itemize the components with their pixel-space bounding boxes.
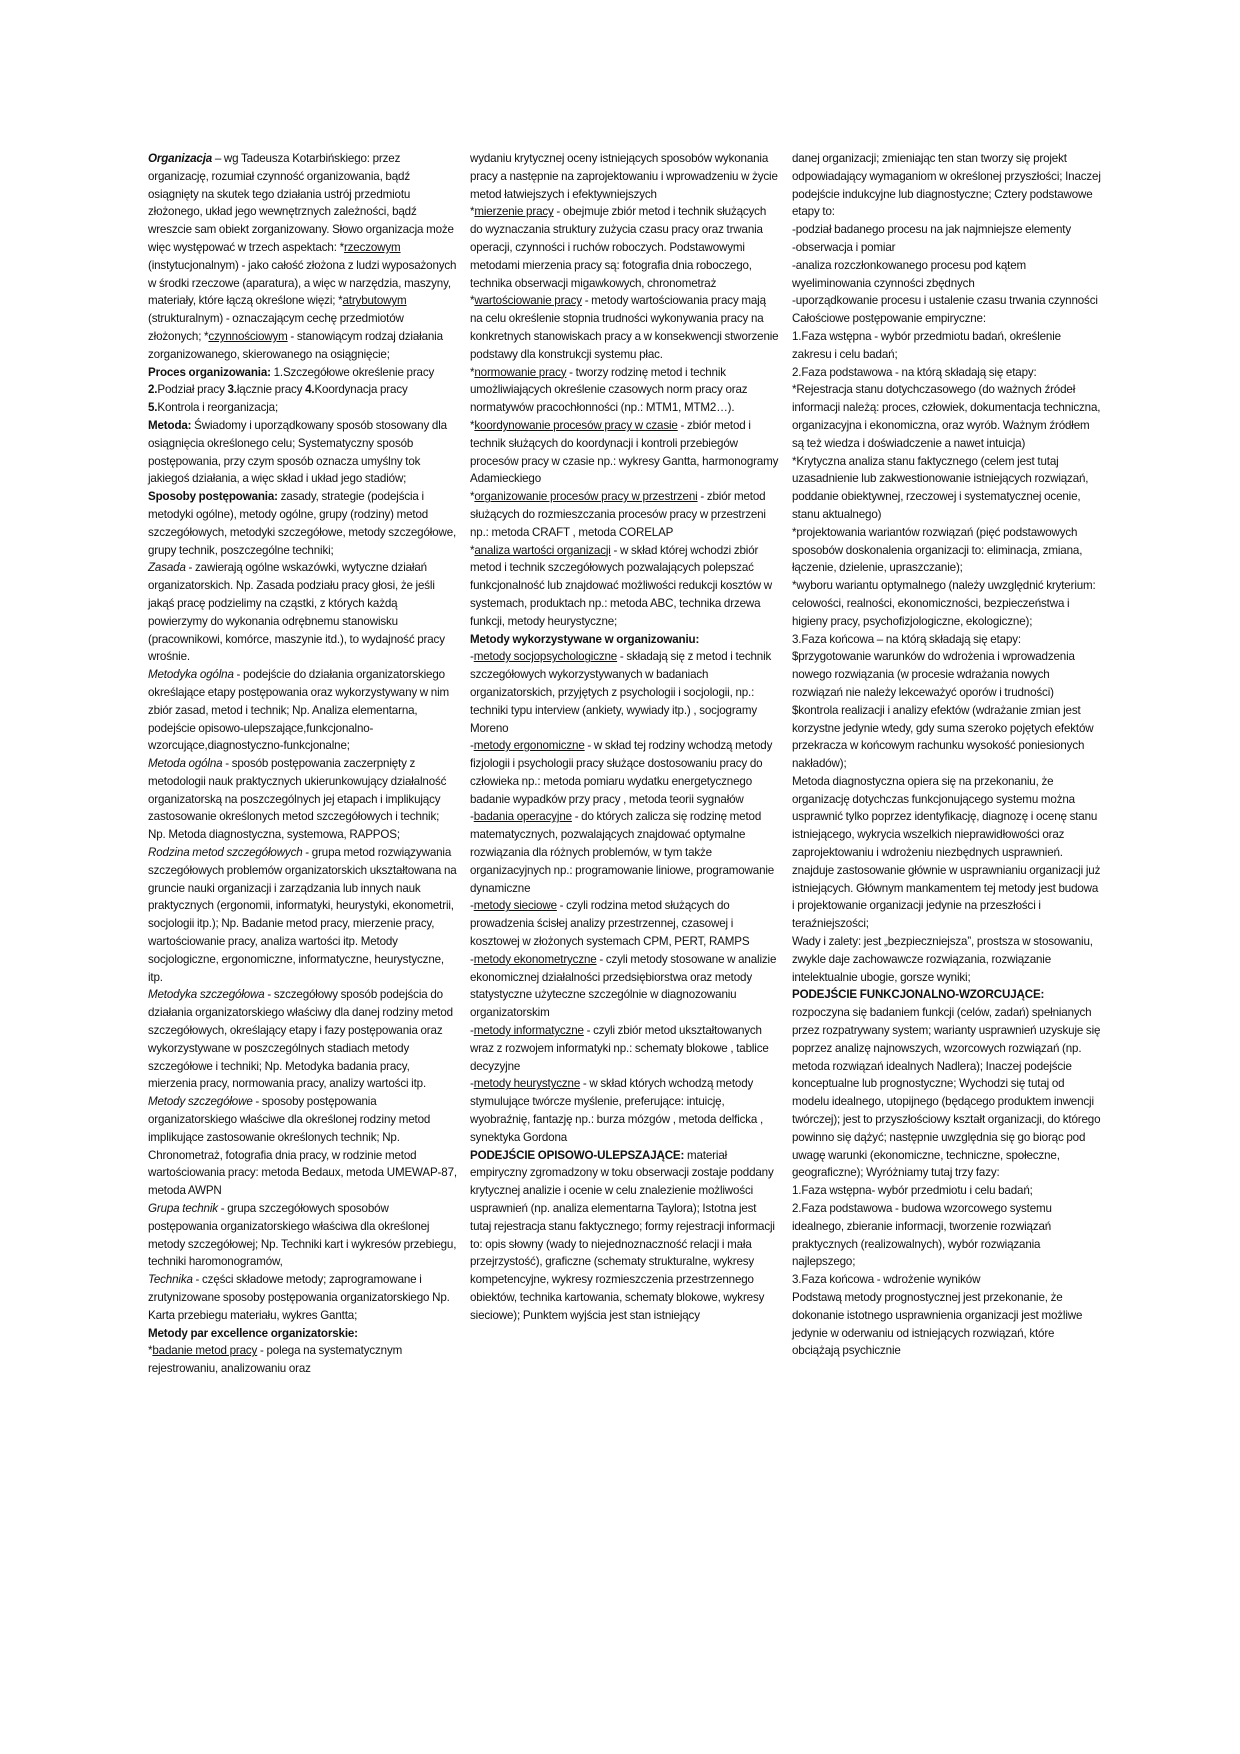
- text-run: analiza wartości organizacji: [474, 543, 611, 557]
- paragraph: [792, 524, 1102, 577]
- paragraph: [148, 755, 458, 844]
- paragraph: [792, 1182, 1102, 1200]
- text-run: metody informatyczne: [473, 1024, 584, 1038]
- paragraph: [792, 1200, 1102, 1271]
- text-run: *wyboru wariantu optymalnego (należy uwzględnić kryterium: celowości, realności, ekonomiczności, bezpieczeństwa i higieny pracy, psychofizjologiczne, ekologiczne);: [792, 579, 1096, 628]
- text-run: Metoda ogólna: [148, 757, 223, 771]
- text-run: - części składowe metody; zaprogramowane i zrutynizowane sposoby postępowania organizatorskiego Np. Karta przebiegu materiału, wykres Gantta;: [148, 1273, 450, 1322]
- text-run: - tworzy rodzinę metod i technik umożliwiających określenie czasowych norm pracy oraz normatywów pracochłonności (np.: MTM1, MTM2…).: [470, 365, 748, 415]
- paragraph: [470, 737, 780, 808]
- text-run: danej organizacji; zmieniając ten stan tworzy się projekt odpowiadający wymaganiom w określonej przyszłości; Inaczej podejście indukcyjne lub diagnostyczne; Cztery podstawowe etapy to:: [792, 152, 1101, 219]
- text-run: 3.Faza końcowa – na którą składają się etapy:: [792, 632, 1021, 646]
- text-run: -analiza rozczłonkowanego procesu pod kątem wyeliminowania czynności zbędnych: [792, 258, 1027, 290]
- text-run: PODEJŚCIE OPISOWO-ULEPSZAJĄCE:: [470, 1148, 685, 1162]
- text-run: Metoda:: [148, 418, 192, 432]
- text-run: 2.Faza podstawowa - na którą składają się etapy:: [792, 365, 1037, 379]
- text-run: - w skład której wchodzi zbiór metod i technik szczegółowych pozwalających polepszać funkcjonalność lub znajdować możliwości redukcji kosztów w systemach, produktach np.: metoda ABC, technika drzewa funkcji, metody heurystyczne;: [470, 543, 773, 628]
- text-run: Całościowe postępowanie empiryczne:: [792, 312, 986, 326]
- text-run: 2.Faza podstawowa - budowa wzorcowego systemu idealnego, zbieranie informacji, tworzenie rozwiązań praktycznych (realizowalnych), wybór rozwiązania najlepszego;: [792, 1202, 1052, 1269]
- text-run: normowanie pracy: [474, 365, 567, 379]
- text-run: mierzenie pracy: [474, 205, 554, 219]
- text-run: Rodzina metod szczegółowych: [148, 846, 303, 860]
- paragraph: [792, 328, 1102, 364]
- text-run: -: [470, 650, 474, 664]
- paragraph: [792, 381, 1102, 452]
- text-run: -: [470, 810, 474, 824]
- text-run: -: [470, 1024, 474, 1038]
- paragraph: [470, 1147, 780, 1325]
- text-run: - sposoby postępowania organizatorskiego właściwe dla określonej rodziny metod implikujące zastosowanie określonych technik; Np. Chronometraż, fotografia dnia pracy, w rodzinie metod wartościowania pracy: metoda Bedaux, metoda UMEWAP-87, metoda AWPN: [148, 1095, 457, 1198]
- paragraph: [470, 203, 780, 292]
- text-run: metody sieciowe: [473, 899, 557, 913]
- text-run: (instytucjonalnym) - jako całość złożona z ludzi wyposażonych w środki rzeczowe (aparatura), a więc w narzędzia, maszyny, materiały, które łączą określone więzi; *: [148, 258, 457, 308]
- text-run: wartościowanie pracy: [474, 294, 582, 308]
- text-run: 1.Szczegółowe określenie pracy: [270, 365, 435, 379]
- paragraph: [470, 951, 780, 1022]
- text-run: - w skład tej rodziny wchodzą metody fizjologii i psychologii pracy służące dostosowaniu pracy do człowieka np.: metoda pomiaru wydatku energetycznego badanie wypadków przy pracy , metoda teorii sygnałów: [470, 739, 773, 806]
- text-run: koordynowanie procesów pracy w czasie: [474, 418, 678, 432]
- text-run: *projektowania wariantów rozwiązań (pięć podstawowych sposobów doskonalenia organizacji to: eliminacja, zmiana, łączenie, dzielenie, upraszczanie);: [792, 525, 1083, 575]
- paragraph: [470, 488, 780, 541]
- text-run: 2.: [148, 383, 158, 397]
- text-run: Metody szczegółowe: [148, 1095, 253, 1109]
- text-run: 1.Faza wstępna- wybór przedmiotu i celu badań;: [792, 1184, 1033, 1198]
- paragraph: [148, 1093, 458, 1200]
- text-run: rozpoczyna się badaniem funkcji (celów, zadań) spełnianych przez rozpatrywany system; warianty usprawnień uzyskuje się poprzez analizę najnowszych, wzorcowych rozwiązań (np. metoda rozwiązań idealnych Nadlera); Inaczej podejście konceptualne lub prognostyczne; Wychodzi się tutaj od modelu idealnego, utopijnego (będącego produktem inwencji twórczej); jest to przyszłościowy kształt organizacji, do którego powinno się dążyć; następnie uwzględnia się go biorąc pod uwagę warunki (ekonomiczne, techniczne, społeczne, geograficzne); Wyróżniamy tutaj trzy fazy:: [792, 1006, 1101, 1180]
- text-run: – wg Tadeusza Kotarbińskiego: przez organizację, rozumiał czynność organizowania, bądź osiągnięty na skutek tego działania ustrój przedmiotu złożonego, układ jego wewnętrznych zależności, bądź wreszcie sam obiekt zorganizowany. Słowo organizacja może więc występować w trzech aspektach: *: [148, 152, 454, 254]
- text-run: - zbiór metod i technik służących do koordynacji i kontroli przebiegów procesów pracy w czasie np.: wykresy Gantta, harmonogramy Adamieckiego: [470, 418, 779, 486]
- text-run: Technika: [148, 1273, 193, 1287]
- paragraph: [148, 364, 458, 417]
- text-run: organizowanie procesów pracy w przestrzeni: [474, 490, 698, 504]
- text-run: -uporządkowanie procesu i ustalenie czasu trwania czynności: [792, 294, 1098, 308]
- text-run: - czyli metody stosowane w analizie ekonomicznej działalności przedsiębiorstwa oraz metody statystyczne użyteczne szczególnie w diagnozowaniu organizatorskim: [470, 952, 777, 1020]
- paragraph: [792, 648, 1102, 701]
- text-run: PODEJŚCIE FUNKCJONALNO-WZORCUJĄCE:: [792, 988, 1045, 1002]
- text-run: metody ekonometryczne: [473, 952, 597, 966]
- paragraph: [470, 631, 780, 649]
- text-run: Metoda diagnostyczna opiera się na przekonaniu, że organizację dotychczas funkcjonującego systemu można usprawnić tylko poprzez identyfikację, diagnozę i ocenę stanu istniejącego, wykrycia wszelkich nieprawidłowości oraz zaprojektowaniu i wdrożeniu niezbędnych usprawnień. znajduje zastosowanie głównie w usprawnianiu organizacji już istniejących. Głównym mankamentem tej metody jest budowa i projektowanie organizacji jedynie na przeszłości i teraźniejszości;: [792, 774, 1101, 931]
- paragraph: [470, 542, 780, 631]
- text-run: - składają się z metod i technik szczegółowych wykorzystywanych w badaniach organizatorskich, przyjętych z psychologii i socjologii, np.: techniki typu interview (ankiety, wywiady itp.) , socjogramy Moreno: [470, 650, 772, 735]
- paragraph: [792, 933, 1102, 986]
- text-run: - do których zalicza się rodzinę metod matematycznych, pozwalających znajdować optymalne rozwiązania dla różnych problemów, w tym także organizacyjnych np.: programowanie liniowe, programowanie dynamiczne: [470, 810, 775, 895]
- text-run: metody ergonomiczne: [473, 739, 585, 753]
- paragraph: [792, 1289, 1102, 1360]
- text-run: -: [470, 1077, 474, 1091]
- text-run: - czyli zbiór metod ukształtowanych wraz z rozwojem informatyki np.: schematy blokowe , tablice decyzyjne: [470, 1024, 769, 1073]
- text-run: Metodyka ogólna: [148, 668, 234, 682]
- paragraph: [470, 364, 780, 417]
- text-run: $przygotowanie warunków do wdrożenia i wprowadzenia nowego rozwiązania (w procesie wdrażania nowych rozwiązań nie należy lekceważyć oporów i trudności): [792, 650, 1075, 699]
- text-run: - szczegółowy sposób podejścia do działania organizatorskiego właściwy dla danej rodziny metod szczegółowych, określający etapy i fazy postępowania oraz wykorzystywane w poszczególnych stadiach metody szczegółowe i techniki; Np. Metodyka badania pracy, mierzenia pracy, normowania pracy, analizy wartości itp.: [148, 988, 453, 1091]
- text-run: $kontrola realizacji i analizy efektów (wdrażanie zmian jest korzystne jedynie wtedy, gdy suma szeroko pojętych efektów przekracza w końcowym rachunku wysokość poniesionych nakładów);: [792, 703, 1094, 771]
- paragraph: [470, 648, 780, 737]
- paragraph: [792, 150, 1102, 221]
- text-run: Proces organizowania:: [148, 365, 271, 379]
- paragraph: [148, 559, 458, 666]
- paragraph: [792, 986, 1102, 1182]
- paragraph: [148, 1200, 458, 1271]
- text-run: - podejście do działania organizatorskiego określające etapy postępowania oraz wykorzystywany w nim zbiór zasad, metod i technik; Np. Analiza elementarna, podejście opisowo-ulepszające,funkcjonalno-wzorcujące,diagnostyczno-funkcjonalne;: [148, 668, 450, 753]
- paragraph: [148, 488, 458, 559]
- paragraph: [792, 1271, 1102, 1289]
- text-run: *: [470, 418, 475, 432]
- text-column-1: [148, 150, 458, 1378]
- text-run: - zbiór metod służących do rozmieszczania procesów pracy w przestrzeni np.: metoda CRAFT , metoda CORELAP: [470, 490, 766, 539]
- paragraph: [792, 453, 1102, 524]
- text-run: (strukturalnym) - oznaczającym cechę przedmiotów złożonych; *: [148, 312, 404, 343]
- paragraph: [470, 292, 780, 363]
- text-run: *: [470, 365, 475, 379]
- text-run: - zawierają ogólne wskazówki, wytyczne działań organizatorskich. Np. Zasada podziału pracy głosi, że jeśli jakąś pracę podzielimy na cząstki, z których każdą powierzymy do wykonania odrębnemu stanowisku (pracownikowi, komórce, maszynie itd.), to wydajność pracy wrośnie.: [148, 561, 445, 664]
- paragraph: [148, 986, 458, 1093]
- text-run: atrybutowym: [342, 294, 407, 308]
- paragraph: [148, 1342, 458, 1378]
- paragraph: [792, 239, 1102, 257]
- text-run: - obejmuje zbiór metod i technik służących do wyznaczania struktury zużycia czasu pracy oraz trwania operacji, czynności i ruchów roboczych. Podstawowymi metodami mierzenia pracy są: fotografia dnia roboczego, technika obserwacji migawkowych, chronometraż: [470, 205, 767, 290]
- paragraph: [148, 1271, 458, 1324]
- text-run: Wady i zalety: jest „bezpieczniejsza”, prostsza w stosowaniu, zwykle daje zachowawcze rozwiązania, rozwiązanie intelektualnie ubogie, gorsze wyniki;: [792, 935, 1093, 984]
- text-run: Podział pracy: [157, 383, 228, 397]
- paragraph: [792, 577, 1102, 630]
- text-run: Świadomy i uporządkowany sposób stosowany dla osiągnięcia określonego celu; Systematyczny sposób postępowania, przy czym sposób oznacza umyślny tok jakiegoś działania, a więc skład i układ jego stadiów;: [148, 418, 447, 486]
- text-run: Metody wykorzystywane w organizowaniu:: [470, 632, 700, 646]
- text-run: wydaniu krytycznej oceny istniejących sposobów wykonania pracy a następnie na zaprojektowaniu i wprowadzeniu w życie metod łatwiejszych i efektywniejszych: [470, 152, 778, 201]
- text-run: 4.: [305, 383, 315, 397]
- text-run: -: [470, 899, 474, 913]
- text-run: - metody wartościowania pracy mają na celu określenie stopnia trudności wykonywania pracy na konkretnych stanowiskach pracy a w konsekwencji stworzenie podstawy dla konstrukcji systemu płac.: [470, 294, 779, 361]
- paragraph: [148, 150, 458, 364]
- text-run: - polega na systematycznym rejestrowaniu, analizowaniu oraz: [148, 1344, 403, 1376]
- paragraph: [792, 310, 1102, 328]
- text-run: *: [470, 205, 475, 219]
- text-run: zasady, strategie (podejścia i metodyki ogólne), metody ogólne, grupy (rodziny) metod szczegółowych, metodyki szczegółowe, metody szczegółowe, grupy technik, poszczególne techniki;: [148, 490, 457, 557]
- text-run: - sposób postępowania zaczerpnięty z metodologii nauk praktycznych ukierunkowujący działalność organizatorską na poszczególnych jej etapach i implikujący zastosowanie określonych metod szczegółowych i technik; Np. Metoda diagnostyczna, systemowa, RAPPOS;: [148, 757, 447, 842]
- text-run: 3.Faza końcowa - wdrożenie wyników: [792, 1273, 981, 1287]
- text-run: *: [148, 1344, 153, 1358]
- text-run: - w skład których wchodzą metody stymulujące twórcze myślenie, preferujące: intuicję, wyobraźnię, fantazję np.: burza mózgów , metoda delficka , synektyka Gordona: [470, 1077, 764, 1144]
- text-run: *Rejestracja stanu dotychczasowego (do ważnych źródeł informacji należą: proces, człowiek, dokumentacja techniczna, organizacyjna i ekonomiczna, oraz wyrób. Ważnym źródłem są też wiedza i doświadczenie a nawet intuicja): [792, 383, 1101, 450]
- paragraph: [792, 257, 1102, 293]
- text-column-3: [792, 150, 1102, 1360]
- text-run: Metodyka szczegółowa: [148, 988, 265, 1002]
- paragraph: [148, 417, 458, 488]
- text-run: -: [470, 739, 474, 753]
- text-run: - grupa szczegółowych sposobów postępowania organizatorskiego właściwa dla określonej metody szczegółowej; Np. Techniki kart i wykresów przebiegu, techniki haromonogramów,: [148, 1202, 457, 1269]
- text-run: rzeczowym: [343, 240, 401, 254]
- text-run: łącznie pracy: [236, 383, 306, 397]
- text-run: *: [470, 294, 475, 308]
- text-run: Koordynacja pracy: [314, 383, 408, 397]
- paragraph: [148, 1325, 458, 1343]
- paragraph: [148, 844, 458, 986]
- paragraph: [792, 292, 1102, 310]
- paragraph: [470, 1022, 780, 1075]
- paragraph: [792, 364, 1102, 382]
- text-run: 1.Faza wstępna - wybór przedmiotu badań, określenie zakresu i celu badań;: [792, 329, 1061, 361]
- paragraph: [470, 417, 780, 488]
- paragraph: [792, 773, 1102, 933]
- text-run: badania operacyjne: [473, 810, 572, 824]
- text-run: metody heurystyczne: [473, 1077, 581, 1091]
- text-run: *Krytyczna analiza stanu faktycznego (celem jest tutaj uzasadnienie lub zakwestionowanie istniejących rozwiązań, poddanie obiektywnej, rzeczowej i systematycznej ocenie, stanu aktualnego): [792, 454, 1089, 521]
- text-run: -podział badanego procesu na jak najmniejsze elementy: [792, 223, 1071, 237]
- text-run: metody socjopsychologiczne: [473, 650, 618, 664]
- text-run: Podstawą metody prognostycznej jest przekonanie, że dokonanie istotnego usprawnienia organizacji jest możliwe jedynie w oderwaniu od istniejących rozwiązań, które obciążają psychicznie: [792, 1291, 1083, 1358]
- text-run: Grupa technik: [148, 1202, 218, 1216]
- text-run: - stanowiącym rodzaj działania zorganizowanego, skierowanego na osiągnięcie;: [148, 329, 443, 361]
- text-run: *: [470, 490, 475, 504]
- text-run: 3.: [227, 383, 237, 397]
- paragraph: [148, 666, 458, 755]
- paragraph: [470, 1075, 780, 1146]
- text-run: -obserwacja i pomiar: [792, 240, 896, 254]
- text-run: Metody par excellence organizatorskie:: [148, 1326, 358, 1340]
- text-run: - grupa metod rozwiązywania szczegółowych problemów organizatorskich ukształtowana na gruncie nauki organizacji i zarządzania lub innych nauk praktycznych (ergonomii, informatyki, heurystyki, ekonometrii, socjologii itp.); Np. Badanie metod pracy, mierzenie pracy, wartościowanie pracy, analiza wartości itp. Metody socjologiczne, ergonomiczne, informatyczne, heurystyczne, itp.: [148, 846, 457, 984]
- text-run: Zasada: [148, 561, 186, 575]
- text-run: czynnościowym: [208, 329, 288, 343]
- paragraph: [470, 808, 780, 897]
- paragraph: [470, 150, 780, 203]
- paragraph: [792, 221, 1102, 239]
- text-run: Organizacja: [148, 152, 213, 165]
- paragraph: [792, 631, 1102, 649]
- text-run: Kontrola i reorganizacja;: [157, 401, 279, 415]
- text-run: 5.: [148, 401, 158, 415]
- text-run: -: [470, 952, 474, 966]
- text-run: *: [470, 543, 475, 557]
- text-column-2: [470, 150, 780, 1325]
- text-run: badanie metod pracy: [152, 1344, 258, 1358]
- text-run: materiał empiryczny zgromadzony w toku obserwacji zostaje poddany krytycznej analizie i ocenie w celu znalezienie możliwości usprawnień (np. analiza elementarna Taylora); Istotna jest tutaj rejestracja stanu faktycznego; formy rejestracji informacji to: opis słowny (wady to niejednoznaczność relacji i mała przejrzystość), graficzne (schematy strukturalne, wykresy kompetencyjne, wykresy rozmieszczenia przestrzennego obiektów, technika kartowania, schematy blokowe, wykresy sieciowe); Punktem wyjścia jest stan istniejący: [470, 1148, 775, 1322]
- text-run: - czyli rodzina metod służących do prowadzenia ścisłej analizy przestrzennej, czasowej i kosztowej w złożonych systemach CPM, PERT, RAMPS: [470, 899, 750, 949]
- paragraph: [792, 702, 1102, 773]
- text-run: Sposoby postępowania:: [148, 490, 278, 504]
- paragraph: [470, 897, 780, 950]
